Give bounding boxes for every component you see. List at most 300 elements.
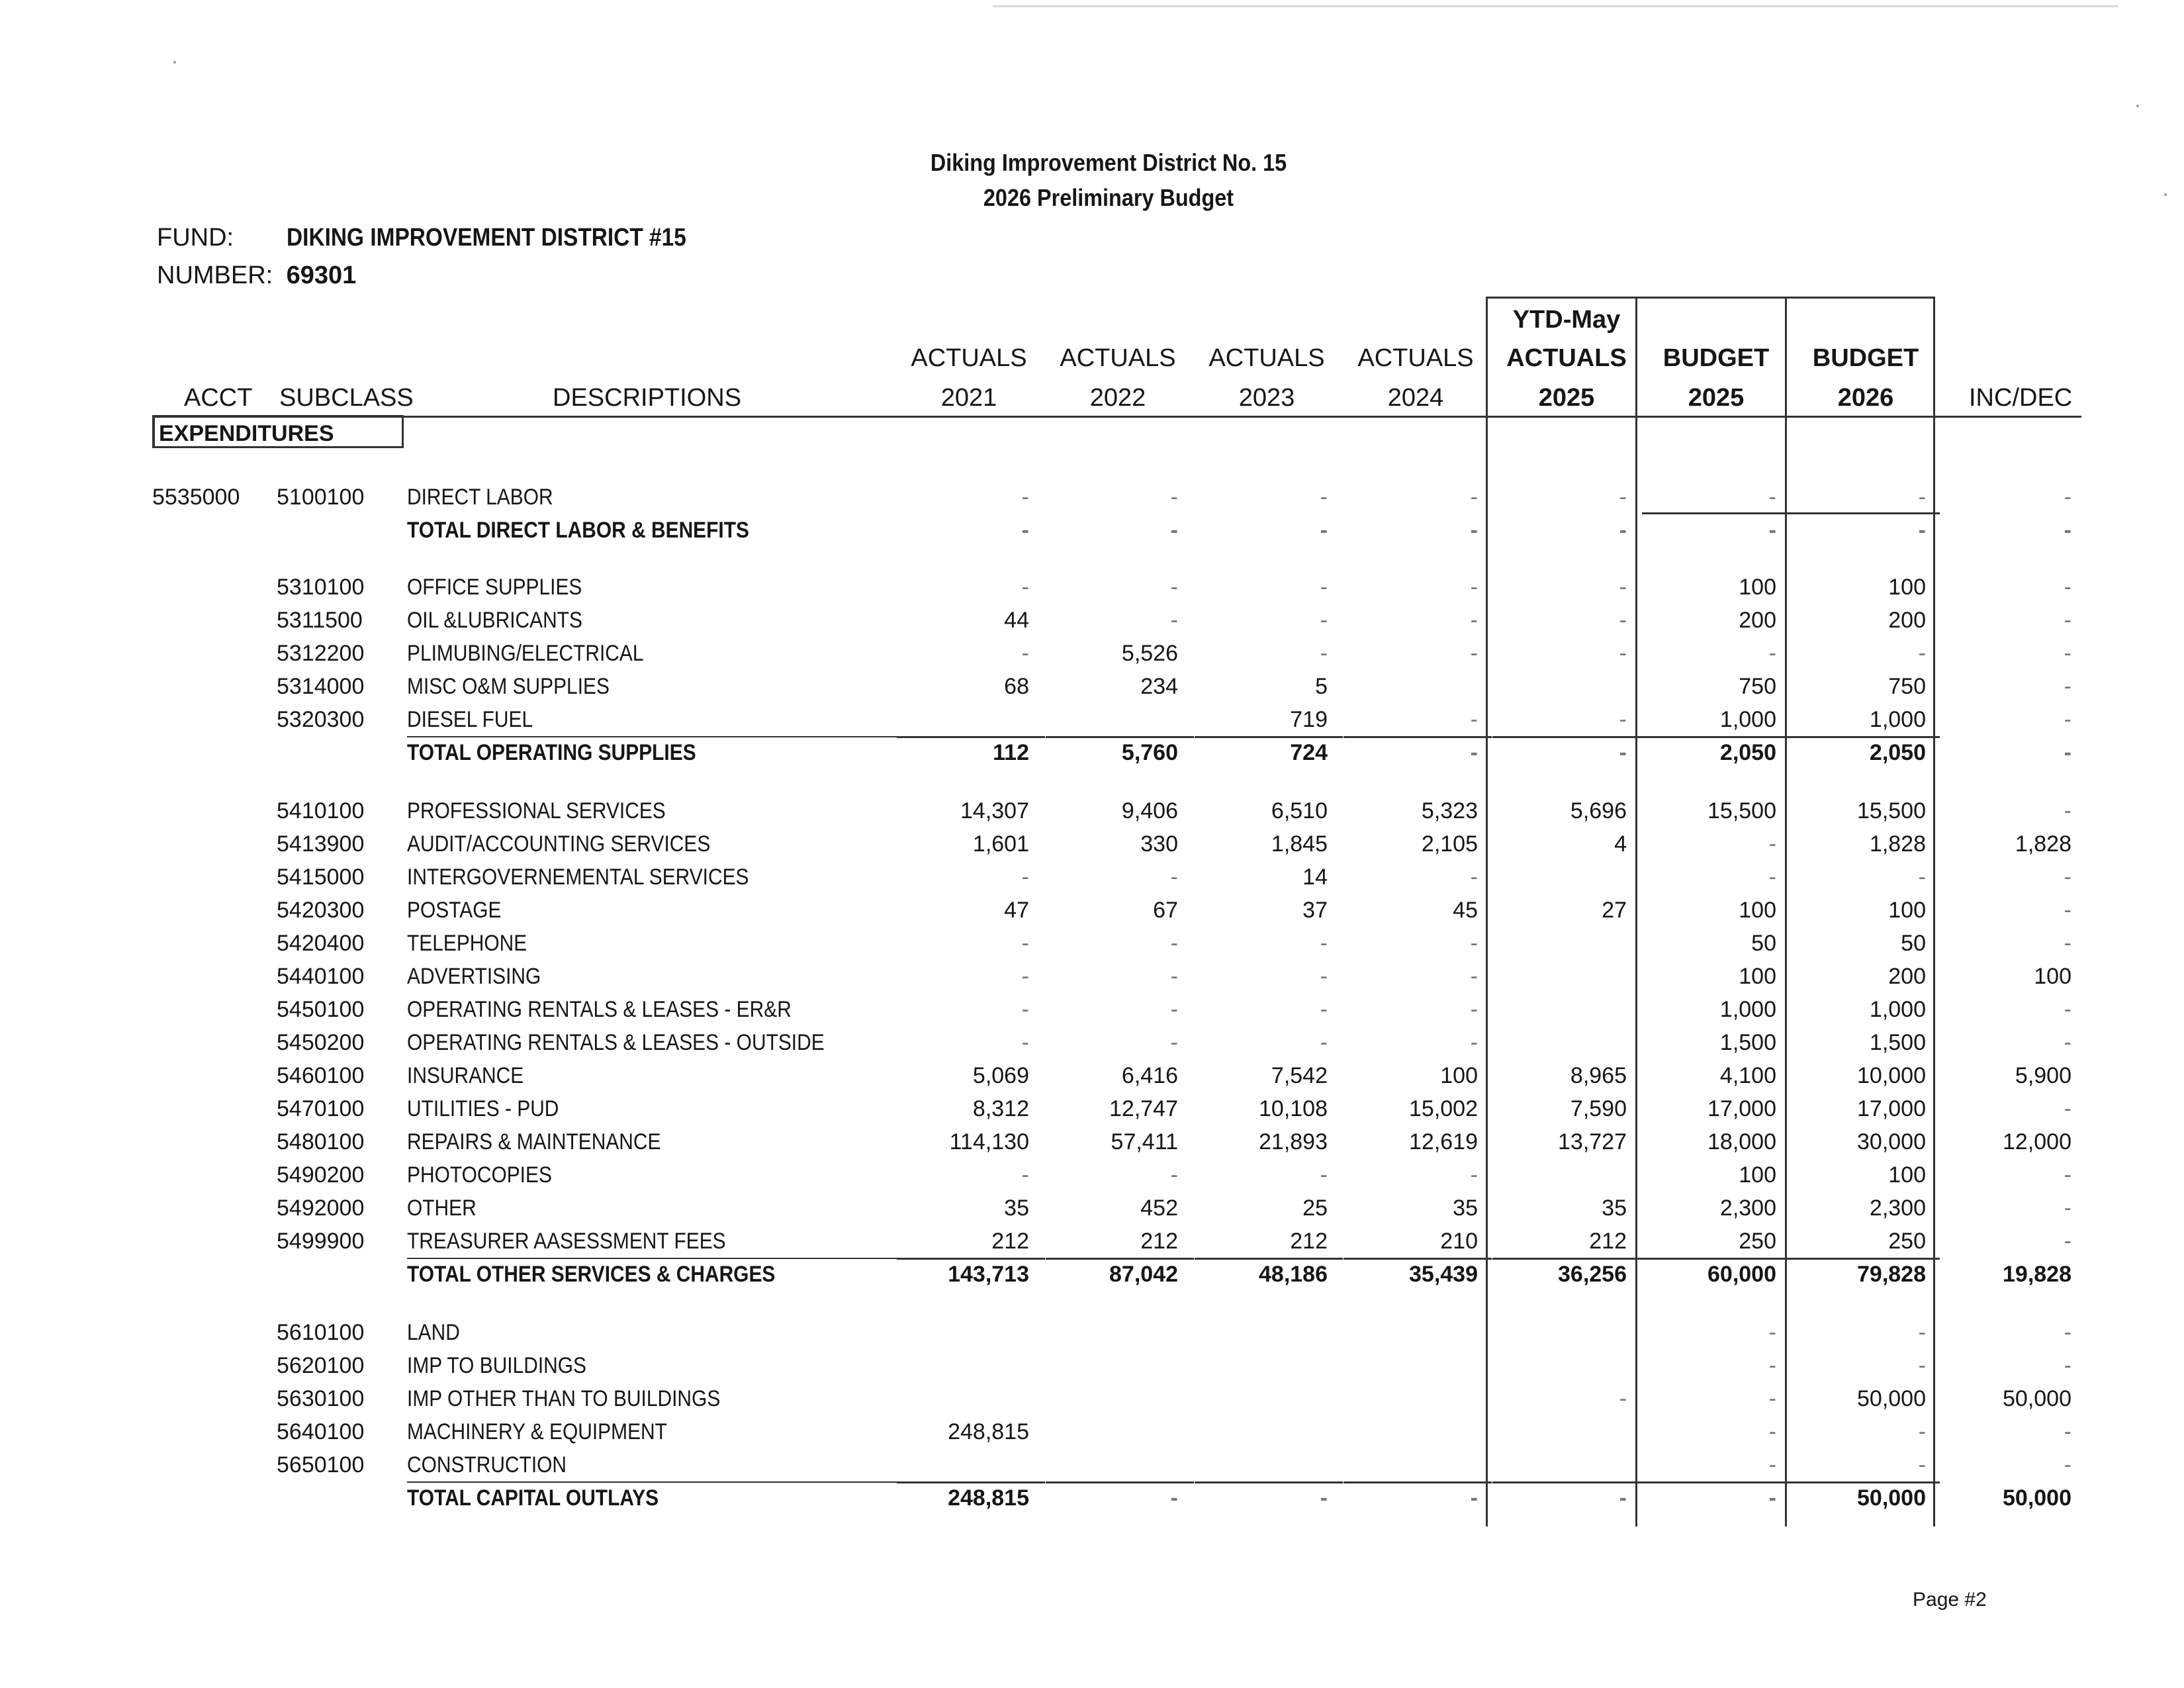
table-row [0, 1059, 2184, 1093]
table-row [0, 960, 2184, 994]
amount-cell: 114,130 [949, 1129, 1029, 1154]
amount-cell: - [1918, 518, 1926, 543]
amount-cell: - [1768, 1353, 1776, 1378]
amount-cell: - [1918, 1320, 1926, 1345]
amount-cell: - [1021, 518, 1029, 543]
description-cell: UTILITIES - PUD [407, 1096, 559, 1121]
amount-cell: 36,256 [1558, 1262, 1627, 1287]
subclass-cell: 5499900 [277, 1229, 365, 1254]
col-header-ytd-actuals: ACTUALS [1506, 344, 1627, 372]
document-subtitle: 2026 Preliminary Budget [983, 184, 1234, 211]
col-header-ytd-label: YTD-May [1512, 306, 1621, 334]
description-cell: PHOTOCOPIES [407, 1162, 552, 1188]
subclass-cell: 5420300 [277, 898, 365, 923]
amount-cell: 50 [1751, 931, 1776, 956]
subclass-cell: 5480100 [277, 1129, 365, 1154]
subclass-cell: 5410100 [277, 798, 365, 823]
subtotal-description-underline [407, 736, 897, 737]
col-header-incdec: INC/DEC [1969, 384, 2073, 412]
amount-cell: 13,727 [1558, 1129, 1627, 1154]
amount-cell: 8,965 [1570, 1063, 1627, 1088]
table-row [0, 1158, 2184, 1192]
amount-cell: 30,000 [1857, 1129, 1926, 1154]
amount-cell: - [2064, 1452, 2071, 1477]
amount-cell: 2,050 [1869, 740, 1926, 765]
amount-cell: - [2064, 1320, 2071, 1345]
amount-cell: 6,510 [1271, 798, 1328, 823]
table-row [0, 481, 2184, 514]
table-row [0, 1092, 2184, 1126]
amount-cell: - [2064, 518, 2071, 543]
description-cell: IMP OTHER THAN TO BUILDINGS [407, 1386, 721, 1411]
amount-cell: - [1470, 608, 1478, 633]
scan-artifact-line [993, 5, 2118, 7]
amount-cell: 14,307 [960, 798, 1029, 823]
amount-cell: 4 [1614, 831, 1627, 857]
amount-cell: - [1320, 997, 1328, 1022]
table-row [0, 604, 2184, 637]
amount-cell: 9,406 [1121, 798, 1178, 823]
col-header-2022-label: ACTUALS [1060, 344, 1176, 372]
table-total-row [0, 1258, 2184, 1291]
amount-cell: - [1918, 485, 1926, 510]
amount-cell: - [1768, 641, 1776, 666]
col-header-2024-year: 2024 [1387, 384, 1444, 412]
amount-cell: 100 [1739, 1162, 1776, 1188]
col-header-acct: ACCT [184, 384, 253, 412]
amount-cell: - [2064, 898, 2071, 923]
description-cell: IMP TO BUILDINGS [407, 1353, 587, 1378]
amount-cell: - [1170, 997, 1178, 1022]
amount-cell: 50 [1901, 931, 1926, 956]
amount-cell: 1,000 [1869, 997, 1926, 1022]
description-cell: TOTAL CAPITAL OUTLAYS [407, 1485, 659, 1511]
subclass-cell: 5460100 [277, 1063, 365, 1088]
amount-cell: 18,000 [1707, 1129, 1776, 1154]
subclass-cell: 5490200 [277, 1162, 365, 1188]
amount-cell: 1,601 [972, 831, 1029, 857]
amount-cell: - [1320, 641, 1328, 666]
table-row [0, 1448, 2184, 1482]
amount-cell: - [1619, 740, 1627, 765]
description-cell: TOTAL OTHER SERVICES & CHARGES [407, 1262, 776, 1287]
amount-cell: 48,186 [1259, 1262, 1328, 1287]
amount-cell: - [1170, 1162, 1178, 1188]
amount-cell: - [1918, 865, 1926, 890]
amount-cell: 50,000 [2003, 1485, 2071, 1511]
subclass-cell: 5413900 [277, 831, 365, 857]
amount-cell: 15,002 [1409, 1096, 1478, 1121]
amount-cell: 5,696 [1570, 798, 1627, 823]
description-cell: OPERATING RENTALS & LEASES - ER&R [407, 997, 792, 1022]
subclass-cell: 5100100 [277, 485, 365, 510]
amount-cell: 35 [1004, 1196, 1029, 1221]
amount-cell: - [2064, 1030, 2071, 1055]
col-header-budget2026-label: BUDGET [1812, 344, 1919, 372]
amount-cell: 100 [1888, 1162, 1926, 1188]
amount-cell: - [1470, 641, 1478, 666]
amount-cell: - [1619, 518, 1627, 543]
description-cell: MACHINERY & EQUIPMENT [407, 1419, 667, 1444]
subclass-cell: 5320300 [277, 707, 365, 732]
amount-cell: - [1918, 1452, 1926, 1477]
amount-cell: - [1918, 1353, 1926, 1378]
amount-cell: 57,411 [1111, 1129, 1178, 1154]
amount-cell: 1,828 [1869, 831, 1926, 857]
subclass-cell: 5640100 [277, 1419, 365, 1444]
amount-cell: 143,713 [948, 1262, 1029, 1287]
description-cell: AUDIT/ACCOUNTING SERVICES [407, 831, 711, 857]
amount-cell: - [1918, 1419, 1926, 1444]
amount-cell: 100 [1888, 898, 1926, 923]
amount-cell: 2,300 [1869, 1196, 1926, 1221]
description-cell: CONSTRUCTION [407, 1452, 567, 1477]
subclass-cell: 5450200 [277, 1030, 365, 1055]
col-header-2023-year: 2023 [1238, 384, 1295, 412]
amount-cell: 12,747 [1109, 1096, 1178, 1121]
description-cell: TELEPHONE [407, 931, 527, 956]
description-cell: OTHER [407, 1196, 477, 1221]
amount-cell: - [1470, 1030, 1478, 1055]
amount-cell: - [2064, 865, 2071, 890]
amount-cell: 87,042 [1109, 1262, 1178, 1287]
amount-cell: - [1320, 1030, 1328, 1055]
subclass-cell: 5650100 [277, 1452, 365, 1477]
amount-cell: - [2064, 740, 2071, 765]
fund-line [157, 224, 741, 252]
amount-cell: - [2064, 997, 2071, 1022]
amount-cell: 25 [1302, 1196, 1328, 1221]
subclass-cell: 5310100 [277, 575, 365, 600]
amount-cell: - [1021, 865, 1029, 890]
col-header-2022-year: 2022 [1089, 384, 1146, 412]
amount-cell: 35 [1453, 1196, 1478, 1221]
amount-cell: - [1170, 518, 1178, 543]
amount-cell: - [1320, 485, 1328, 510]
table-row [0, 703, 2184, 737]
col-header-subclass: SUBCLASS [279, 384, 414, 412]
amount-cell: - [1768, 1419, 1776, 1444]
subclass-cell: 5620100 [277, 1353, 365, 1378]
amount-cell: - [1918, 641, 1926, 666]
amount-cell: - [1021, 931, 1029, 956]
description-cell: TOTAL DIRECT LABOR & BENEFITS [407, 518, 749, 543]
subclass-cell: 5312200 [277, 641, 365, 666]
amount-cell: - [1768, 518, 1776, 543]
amount-cell: 7,542 [1271, 1063, 1328, 1088]
amount-cell: 50,000 [1857, 1386, 1926, 1411]
amount-cell: 37 [1302, 898, 1328, 923]
amount-cell: 1,000 [1719, 707, 1776, 732]
amount-cell: - [2064, 1162, 2071, 1188]
amount-cell: 10,000 [1857, 1063, 1926, 1088]
fund-label: FUND: [157, 224, 234, 252]
col-header-ytd-year: 2025 [1538, 384, 1595, 412]
amount-cell: 15,500 [1857, 798, 1926, 823]
amount-cell: - [2064, 1229, 2071, 1254]
amount-cell: - [1320, 1485, 1328, 1511]
amount-cell: 112 [993, 740, 1029, 765]
fund-value: DIKING IMPROVEMENT DISTRICT #15 [286, 224, 686, 252]
acct-cell: 5535000 [152, 485, 240, 510]
amount-cell: 5,526 [1121, 641, 1178, 666]
amount-cell: 2,105 [1421, 831, 1478, 857]
amount-cell: 250 [1739, 1229, 1776, 1254]
amount-cell: 5,323 [1421, 798, 1478, 823]
amount-cell: - [1768, 1452, 1776, 1477]
amount-cell: 724 [1290, 740, 1328, 765]
amount-cell: 7,590 [1570, 1096, 1627, 1121]
amount-cell: - [1768, 865, 1776, 890]
scan-speck [173, 61, 176, 64]
subclass-cell: 5610100 [277, 1320, 365, 1345]
amount-cell: 200 [1888, 608, 1926, 633]
amount-cell: 35 [1602, 1196, 1627, 1221]
amount-cell: 100 [1440, 1063, 1478, 1088]
amount-cell: - [1619, 485, 1627, 510]
amount-cell: 5,069 [972, 1063, 1029, 1088]
amount-cell: - [1170, 964, 1178, 989]
description-cell: POSTAGE [407, 898, 502, 923]
subtotal-description-underline [407, 1481, 897, 1483]
amount-cell: - [2064, 608, 2071, 633]
amount-cell: - [1170, 1030, 1178, 1055]
amount-cell: 19,828 [2003, 1262, 2071, 1287]
amount-cell: 2,050 [1719, 740, 1776, 765]
table-row [0, 1125, 2184, 1159]
amount-cell: 5,900 [2015, 1063, 2071, 1088]
amount-cell: 15,500 [1707, 798, 1776, 823]
amount-cell: - [1021, 964, 1029, 989]
subclass-cell: 5314000 [277, 674, 365, 699]
table-row [0, 1382, 2184, 1416]
section-label-expenditures: EXPENDITURES [152, 415, 404, 448]
amount-cell: - [1470, 707, 1478, 732]
table-row [0, 1192, 2184, 1225]
description-cell: TOTAL OPERATING SUPPLIES [407, 740, 696, 765]
amount-cell: 5 [1315, 674, 1328, 699]
amount-cell: - [1320, 608, 1328, 633]
amount-cell: - [1021, 1162, 1029, 1188]
amount-cell: - [1768, 1320, 1776, 1345]
amount-cell: - [1470, 740, 1478, 765]
amount-cell: 17,000 [1707, 1096, 1776, 1121]
amount-cell: - [1320, 1162, 1328, 1188]
amount-cell: 35,439 [1409, 1262, 1478, 1287]
amount-cell: 719 [1290, 707, 1328, 732]
amount-cell: 452 [1140, 1196, 1178, 1221]
amount-cell: 248,815 [948, 1419, 1029, 1444]
subclass-cell: 5630100 [277, 1386, 365, 1411]
amount-cell: 8,312 [972, 1096, 1029, 1121]
amount-cell: - [2064, 1419, 2071, 1444]
table-row [0, 1316, 2184, 1350]
header-underline [152, 416, 2081, 418]
amount-cell: - [1470, 865, 1478, 890]
table-row [0, 794, 2184, 828]
amount-cell: 6,416 [1121, 1063, 1178, 1088]
amount-cell: 1,000 [1719, 997, 1776, 1022]
table-row [0, 894, 2184, 927]
amount-cell: - [1619, 1485, 1627, 1511]
amount-cell: 1,828 [2015, 831, 2071, 857]
amount-cell: 17,000 [1857, 1096, 1926, 1121]
amount-cell: 47 [1004, 898, 1029, 923]
description-cell: PROFESSIONAL SERVICES [407, 798, 666, 823]
amount-cell: - [1470, 997, 1478, 1022]
amount-cell: - [1470, 575, 1478, 600]
col-header-descriptions: DESCRIPTIONS [553, 384, 742, 412]
amount-cell: - [1768, 485, 1776, 510]
number-value: 69301 [286, 261, 357, 289]
table-total-row [0, 514, 2184, 547]
amount-cell: 12,000 [2003, 1129, 2071, 1154]
amount-cell: 100 [1739, 575, 1776, 600]
amount-cell: 200 [1888, 964, 1926, 989]
col-header-budget2025-year: 2025 [1688, 384, 1745, 412]
table-row [0, 637, 2184, 671]
amount-cell: - [1768, 831, 1776, 857]
amount-cell: 5,760 [1121, 740, 1178, 765]
amount-cell: 248,815 [948, 1485, 1029, 1511]
amount-cell: - [2064, 707, 2071, 732]
amount-cell: - [1170, 575, 1178, 600]
amount-cell: - [1021, 641, 1029, 666]
amount-cell: - [2064, 674, 2071, 699]
description-cell: INSURANCE [407, 1063, 524, 1088]
amount-cell: - [1619, 707, 1627, 732]
amount-cell: - [1470, 1162, 1478, 1188]
amount-cell: 45 [1453, 898, 1478, 923]
table-row [0, 861, 2184, 894]
description-cell: ADVERTISING [407, 964, 541, 989]
table-row [0, 1349, 2184, 1383]
total-rule-line [1642, 512, 1792, 514]
amount-cell: 100 [2034, 964, 2071, 989]
description-cell: DIRECT LABOR [407, 485, 553, 510]
scan-speck [2136, 105, 2139, 107]
amount-cell: 27 [1602, 898, 1627, 923]
amount-cell: 100 [1739, 964, 1776, 989]
amount-cell: 12,619 [1409, 1129, 1478, 1154]
amount-cell: - [1320, 964, 1328, 989]
table-row [0, 1225, 2184, 1258]
amount-cell: - [1768, 1485, 1776, 1511]
col-header-2024-label: ACTUALS [1357, 344, 1474, 372]
col-header-2021-label: ACTUALS [911, 344, 1027, 372]
amount-cell: - [1320, 518, 1328, 543]
amount-cell: - [1170, 608, 1178, 633]
amount-cell: 10,108 [1259, 1096, 1328, 1121]
amount-cell: - [1021, 997, 1029, 1022]
amount-cell: - [1470, 518, 1478, 543]
col-header-budget2025-label: BUDGET [1662, 344, 1770, 372]
amount-cell: 1,000 [1869, 707, 1926, 732]
subclass-cell: 5450100 [277, 997, 365, 1022]
amount-cell: 212 [1140, 1229, 1178, 1254]
amount-cell: 21,893 [1259, 1129, 1328, 1154]
subclass-cell: 5415000 [277, 865, 365, 890]
amount-cell: - [1170, 931, 1178, 956]
table-row [0, 670, 2184, 704]
amount-cell: 44 [1004, 608, 1029, 633]
amount-cell: - [1320, 575, 1328, 600]
amount-cell: 67 [1153, 898, 1178, 923]
amount-cell: - [1470, 485, 1478, 510]
box-top-border [1486, 297, 1933, 299]
amount-cell: - [2064, 1096, 2071, 1121]
amount-cell: 1,500 [1719, 1030, 1776, 1055]
amount-cell: 68 [1004, 674, 1029, 699]
col-header-2023-label: ACTUALS [1208, 344, 1325, 372]
amount-cell: 212 [991, 1229, 1029, 1254]
number-label: NUMBER: [157, 261, 273, 289]
description-cell: REPAIRS & MAINTENANCE [407, 1129, 661, 1154]
table-total-row [0, 736, 2184, 770]
amount-cell: 100 [1739, 898, 1776, 923]
table-row [0, 1415, 2184, 1449]
amount-cell: - [1170, 865, 1178, 890]
amount-cell: - [2064, 485, 2071, 510]
description-cell: OIL &LUBRICANTS [407, 608, 582, 633]
description-cell: OFFICE SUPPLIES [407, 575, 582, 600]
amount-cell: 50,000 [1857, 1485, 1926, 1511]
amount-cell: - [1619, 641, 1627, 666]
subclass-cell: 5470100 [277, 1096, 365, 1121]
amount-cell: - [1170, 1485, 1178, 1511]
amount-cell: 1,500 [1869, 1030, 1926, 1055]
amount-cell: - [1470, 931, 1478, 956]
col-header-2021-year: 2021 [940, 384, 997, 412]
amount-cell: - [1170, 485, 1178, 510]
page-number: Page #2 [1913, 1589, 1987, 1611]
table-row [0, 993, 2184, 1027]
amount-cell: 50,000 [2003, 1386, 2071, 1411]
amount-cell: 200 [1739, 608, 1776, 633]
amount-cell: - [1021, 1030, 1029, 1055]
amount-cell: - [2064, 1196, 2071, 1221]
description-cell: DIESEL FUEL [407, 707, 533, 732]
amount-cell: 210 [1440, 1229, 1478, 1254]
table-row [0, 827, 2184, 861]
subtotal-description-underline [407, 1258, 897, 1259]
amount-cell: 330 [1140, 831, 1178, 857]
amount-cell: - [1619, 1386, 1627, 1411]
amount-cell: - [1470, 964, 1478, 989]
description-cell: MISC O&M SUPPLIES [407, 674, 610, 699]
amount-cell: - [2064, 798, 2071, 823]
total-rule-line [1792, 512, 1940, 514]
description-cell: TREASURER AASESSMENT FEES [407, 1229, 726, 1254]
amount-cell: 4,100 [1719, 1063, 1776, 1088]
description-cell: INTERGOVERNEMENTAL SERVICES [407, 865, 749, 890]
description-cell: OPERATING RENTALS & LEASES - OUTSIDE [407, 1030, 825, 1055]
amount-cell: 14 [1302, 865, 1328, 890]
amount-cell: 100 [1888, 575, 1926, 600]
amount-cell: 79,828 [1857, 1262, 1926, 1287]
amount-cell: - [1021, 485, 1029, 510]
amount-cell: 750 [1739, 674, 1776, 699]
amount-cell: - [1619, 575, 1627, 600]
subclass-cell: 5492000 [277, 1196, 365, 1221]
amount-cell: 250 [1888, 1229, 1926, 1254]
table-total-row [0, 1481, 2184, 1515]
amount-cell: - [1470, 1485, 1478, 1511]
subclass-cell: 5420400 [277, 931, 365, 956]
amount-cell: 212 [1290, 1229, 1328, 1254]
document-title: Diking Improvement District No. 15 [930, 149, 1287, 176]
amount-cell: - [1619, 608, 1627, 633]
